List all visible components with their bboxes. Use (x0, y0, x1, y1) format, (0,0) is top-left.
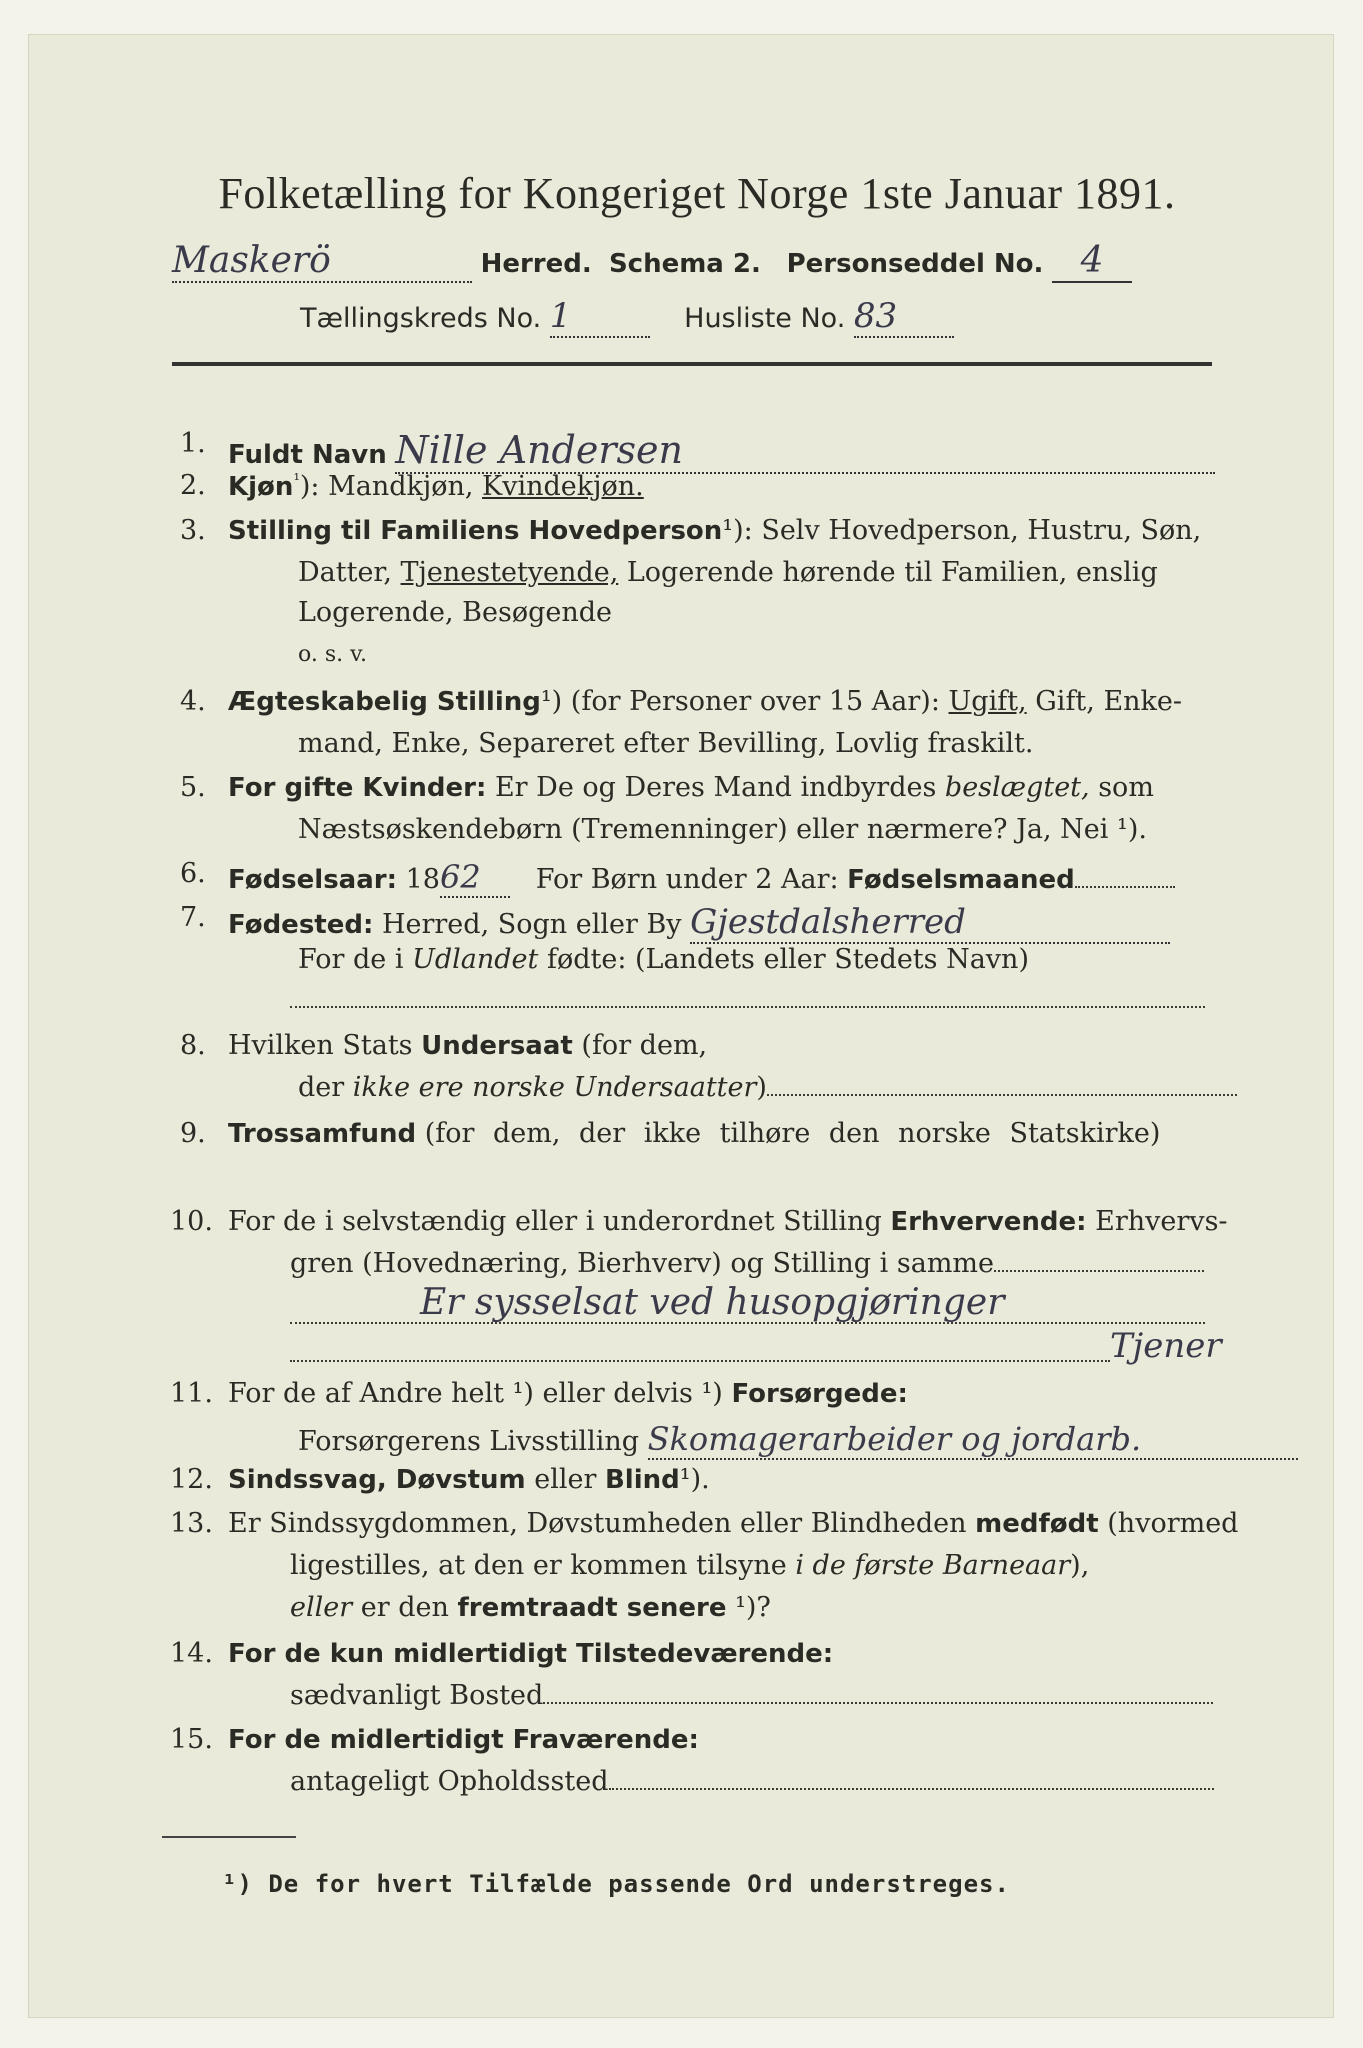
item-4-text1: ¹) (for Personer over 15 Aar): (540, 686, 940, 717)
item-9-label: Trossamfund (228, 1119, 417, 1149)
item-8-line1 (228, 1030, 707, 1061)
item-8-label: Undersaat (421, 1031, 573, 1061)
item-13-italic2: eller (290, 1592, 353, 1623)
item-3-number: 3. (180, 515, 206, 546)
item-13-text1: Er Sindssygdommen, Døvstumheden eller Blindheden (228, 1508, 967, 1539)
personseddel-value: 4 (1052, 240, 1132, 283)
item-3-text1: ¹): Selv Hovedperson, Hustru, Søn, (722, 515, 1202, 546)
item-5-number: 5. (180, 772, 206, 803)
item-5-italic: beslægtet, (944, 772, 1090, 803)
item-15-label: For de midlertidigt Fraværende: (228, 1725, 699, 1755)
item-8-dots (767, 1074, 1237, 1096)
item-13-line2 (290, 1550, 1089, 1581)
item-6-prefix: 18 (405, 864, 440, 895)
item-8-text1a: Hvilken Stats (228, 1030, 413, 1061)
item-4-underlined: Ugift, (948, 686, 1027, 717)
footnote: ¹) De for hvert Tilfælde passende Ord understreges. (222, 1870, 1010, 1898)
item-7-text: Herred, Sogn eller By (381, 909, 682, 940)
item-12-number: 12. (170, 1464, 213, 1495)
item-11-line1 (228, 1378, 908, 1409)
item-12 (228, 1464, 710, 1495)
item-1-label: Fuldt Navn (228, 440, 387, 470)
item-13-text3b: ¹)? (735, 1592, 771, 1623)
item-10-text2: gren (Hovednæring, Bierhverv) og Stilling i samme (290, 1248, 995, 1279)
item-12-end: ¹). (679, 1464, 710, 1495)
item-5-line1 (228, 772, 1154, 803)
item-6-text: For Børn under 2 Aar: (535, 864, 839, 895)
item-7-line1 (228, 902, 1170, 944)
herred-line (172, 240, 1132, 283)
footnote-marker: ¹ (293, 470, 300, 489)
header-divider (172, 362, 1212, 366)
item-8-text1b: (for dem, (581, 1030, 708, 1061)
item-13-line3 (290, 1592, 771, 1623)
taellingskreds-label: Tællingskreds No. (300, 303, 542, 334)
item-1 (228, 428, 1215, 474)
item-7-italic: Udlandet (412, 944, 539, 975)
husliste-value: 83 (854, 296, 954, 338)
item-6-dots (1075, 866, 1175, 888)
item-14-number: 14. (170, 1638, 213, 1669)
item-13-number: 13. (170, 1508, 213, 1539)
taellingskreds-line (300, 296, 954, 338)
item-5-line2: Næstsøskendebørn (Tremenninger) eller nærmere? Ja, Nei ¹). (298, 814, 1147, 845)
item-9-text: (for dem, der ikke tilhøre den norske Statskirke) (424, 1118, 1161, 1149)
herred-label: Herred. (480, 249, 592, 279)
item-14-label: For de kun midlertidigt Tilstedeværende: (228, 1639, 834, 1669)
item-10-text1b: Erhvervs- (1095, 1206, 1228, 1237)
item-6-value: 62 (440, 858, 510, 898)
item-5-text1b: som (1098, 772, 1154, 803)
item-9-number: 9. (180, 1118, 206, 1149)
item-5-text1: Er De og Deres Mand indbyrdes (494, 772, 937, 803)
item-13-text3: er den (360, 1592, 449, 1623)
husliste-label: Husliste No. (684, 303, 846, 334)
item-15-line1 (228, 1724, 699, 1755)
item-7-label: Fødested: (228, 910, 374, 940)
item-3-label: Stilling til Familiens Hovedperson (228, 516, 723, 546)
item-8-number: 8. (180, 1030, 206, 1061)
item-1-number: 1. (180, 428, 206, 459)
item-4-label: Ægteskabelig Stilling (228, 687, 541, 717)
item-2 (228, 470, 644, 502)
item-3-line1 (228, 515, 1201, 546)
item-8-text2a: der (298, 1072, 345, 1103)
item-14-line1 (228, 1638, 833, 1669)
item-10-label: Erhvervende: (890, 1207, 1087, 1237)
item-2-number: 2. (180, 470, 206, 501)
item-10-value1: Er sysselsat ved husopgjøringer (420, 1282, 1005, 1323)
item-7-dotted-line (290, 1004, 1205, 1008)
item-6-number: 6. (180, 858, 206, 889)
item-13-italic: i de første Barneaar (795, 1550, 1071, 1581)
item-14-dots (543, 1682, 1213, 1704)
item-3-line2 (298, 557, 1158, 588)
item-6-label: Fødselsaar: (228, 865, 397, 895)
item-14-text2: sædvanligt Bosted (290, 1680, 544, 1711)
item-3-text2a: Datter, (298, 557, 392, 588)
footnote-rule (162, 1836, 296, 1838)
item-12-label2: Blind (604, 1465, 680, 1495)
item-10-value2: Tjener (1110, 1326, 1222, 1366)
item-13-text2b: ), (1070, 1550, 1090, 1581)
item-11-number: 11. (170, 1378, 213, 1409)
item-8-line2: der ikke ere norske Undersaatter) (298, 1072, 1237, 1103)
item-11-value: Skomagerarbeider og jordarb. (648, 1420, 1298, 1460)
item-12-mid: eller (534, 1464, 597, 1495)
item-15-dots (609, 1768, 1214, 1790)
item-5-label: For gifte Kvinder: (228, 773, 487, 803)
item-13-label: medfødt (975, 1509, 1099, 1539)
item-4-line2: mand, Enke, Separeret efter Bevilling, Lovlig fraskilt. (298, 728, 1034, 759)
item-4-number: 4. (180, 686, 206, 717)
item-11-label: Forsørgede: (731, 1379, 908, 1409)
item-10-dotted-line-1 (290, 1320, 1205, 1324)
item-7-value: Gjestdalsherred (690, 902, 1170, 944)
herred-value: Maskerö (172, 240, 472, 283)
item-13-label2: fremtraadt senere (457, 1593, 727, 1623)
item-3-line4: o. s. v. (298, 642, 367, 667)
item-7-text2a: For de i (298, 944, 404, 975)
item-6-label2: Fødselsmaaned (847, 865, 1075, 895)
item-6 (228, 858, 1175, 898)
item-10-dots (994, 1250, 1204, 1272)
item-11-text1: For de af Andre helt ¹) eller delvis ¹) (228, 1378, 723, 1409)
item-11-line2 (298, 1420, 1298, 1460)
item-3-text2b: Logerende hørende til Familien, enslig (626, 557, 1158, 588)
item-11-text2: Forsørgerens Livsstilling (298, 1426, 640, 1457)
item-10-dotted-line-2 (290, 1358, 1110, 1362)
schema-label: Schema 2. (608, 249, 761, 279)
item-3-line3: Logerende, Besøgende (298, 597, 612, 628)
item-7-text2b: fødte: (Landets eller Stedets Navn) (546, 944, 1029, 975)
item-15-number: 15. (170, 1724, 213, 1755)
item-13-line1 (228, 1508, 1238, 1539)
item-2-label: Kjøn (228, 472, 294, 502)
item-12-label: Sindssvag, Døvstum (228, 1465, 526, 1495)
item-8-italic: ikke ere norske Undersaatter (352, 1072, 757, 1103)
item-7-number: 7. (180, 902, 206, 933)
item-4-text1b: Gift, Enke- (1035, 686, 1183, 717)
item-3-underlined: Tjenestetyende, (400, 557, 619, 588)
item-10-number: 10. (170, 1206, 213, 1237)
item-10-line2 (290, 1248, 1204, 1279)
item-15-text2: antageligt Opholdssted (290, 1766, 609, 1797)
item-14-line2 (290, 1680, 1213, 1711)
item-7-line2 (298, 944, 1029, 975)
item-10-line1 (228, 1206, 1228, 1237)
item-1-value: Nille Andersen (395, 428, 1215, 474)
item-13-text2: ligestilles, at den er kommen tilsyne (290, 1550, 787, 1581)
item-2-text: ): Mandkjøn, (299, 471, 474, 502)
item-13-text1b: (hvormed (1107, 1508, 1239, 1539)
item-4-line1 (228, 686, 1182, 717)
taellingskreds-value: 1 (550, 296, 650, 338)
item-15-line2 (290, 1766, 1214, 1797)
personseddel-label: Personseddel No. (786, 249, 1044, 279)
item-10-text1: For de i selvstændig eller i underordnet Stilling (228, 1206, 882, 1237)
item-2-underlined: Kvindekjøn. (482, 471, 644, 502)
form-title: Folketælling for Kongeriget Norge 1ste Januar 1891. (218, 169, 1176, 218)
item-9 (228, 1118, 1160, 1149)
